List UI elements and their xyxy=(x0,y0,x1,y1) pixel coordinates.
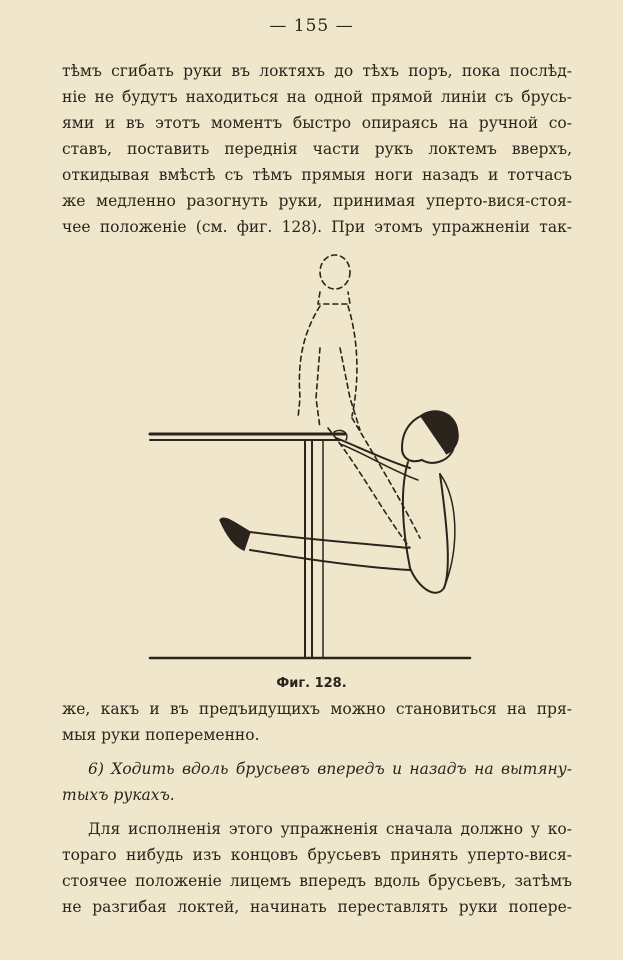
text-line: тораго нибудь изъ концовъ брусьевъ принять уперто-вися- xyxy=(62,846,572,864)
text-line: чее положенiе (см. фиг. 128). При этомъ упражненiи так- xyxy=(62,218,572,236)
text-line: мыя руки попеременно. xyxy=(62,726,260,744)
text-line: ставъ, поставить переднiя части рукъ локтемъ вверхъ, xyxy=(62,140,572,158)
text-line: не разгибая локтей, начинать переставлять руки попере- xyxy=(62,898,572,916)
text-line: стоячее положенiе лицемъ впередъ вдоль брусьевъ, затѣмъ xyxy=(62,872,572,890)
figure-caption: Фиг. 128. xyxy=(276,676,347,691)
text-line: же, какъ и въ предъидущихъ можно становиться на пря- xyxy=(62,700,572,718)
parallel-bars-exercise-drawing xyxy=(140,248,480,668)
page-number: — 155 — xyxy=(269,16,354,36)
text-line: тыхъ рукахъ. xyxy=(62,786,175,804)
text-line: тѣмъ сгибать руки въ локтяхъ до тѣхъ поръ, пока послѣд- xyxy=(62,62,572,80)
text-line: 6) Ходить вдоль брусьевъ впередъ и назадъ на вытяну- xyxy=(88,760,572,778)
text-line: нiе не будутъ находиться на одной прямой линiи съ брусь- xyxy=(62,88,572,106)
text-line: же медленно разогнуть руки, принимая уперто-вися-стоя- xyxy=(62,192,572,210)
text-line: ями и въ этотъ моментъ быстро опираясь на ручной со- xyxy=(62,114,572,132)
text-line: откидывая вмѣстѣ съ тѣмъ прямыя ноги назадъ и тотчасъ xyxy=(62,166,572,184)
figure-128-illustration xyxy=(140,248,480,668)
text-line: Для исполненiя этого упражненiя сначала должно у ко- xyxy=(88,820,572,838)
